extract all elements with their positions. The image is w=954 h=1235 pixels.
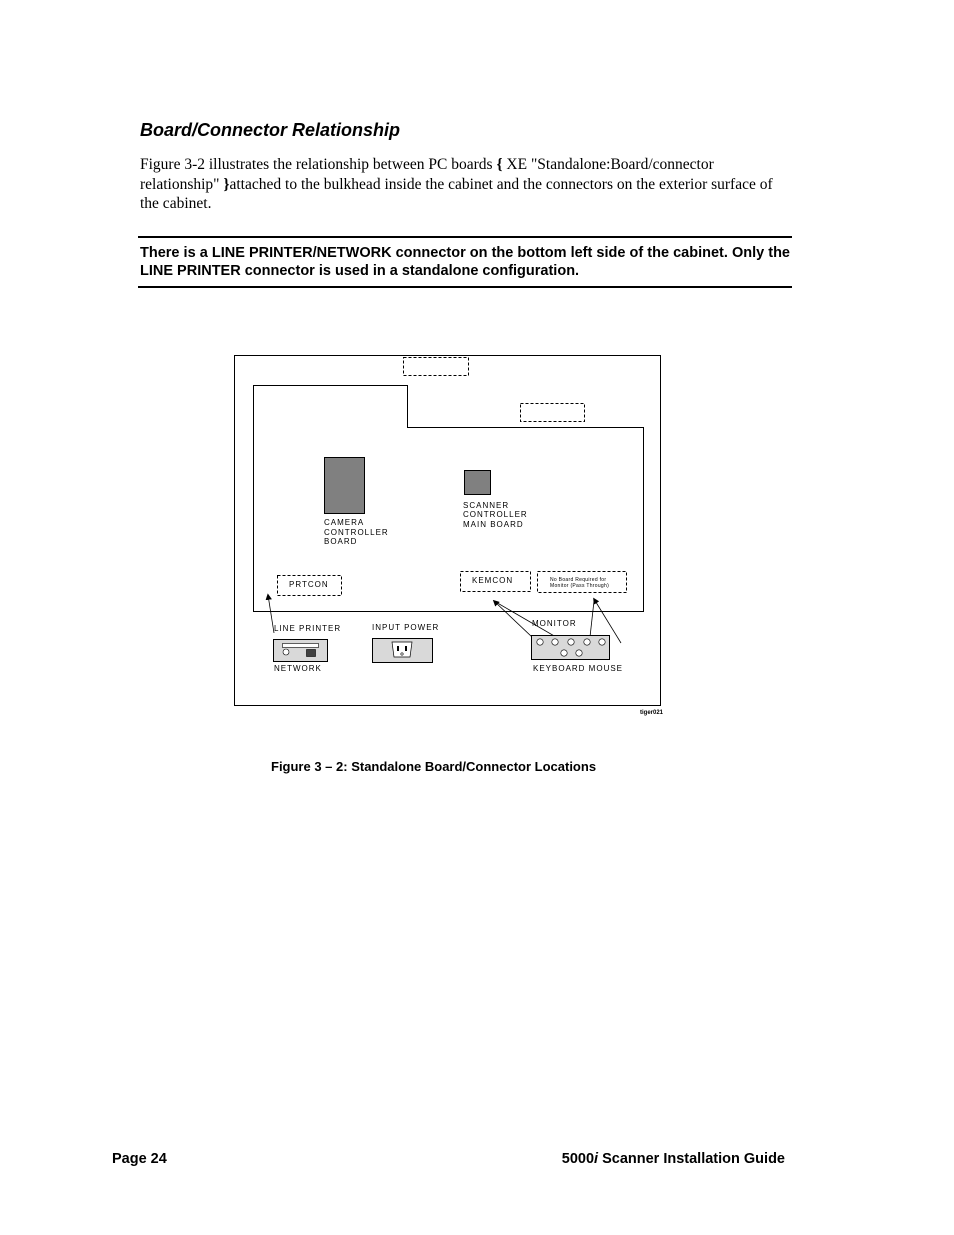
field-open-brace: { [496, 156, 503, 173]
prtcon-label: PRTCON [289, 580, 329, 589]
product-suffix: i [594, 1151, 599, 1167]
network-jack [307, 650, 316, 657]
figure-id: tiger021 [640, 710, 664, 716]
arrow-kemcon-left [494, 601, 532, 637]
dashed-slot-top [404, 358, 469, 376]
camera-controller-board [325, 458, 365, 514]
product-number: 5000 [561, 1151, 595, 1167]
panel-port [599, 639, 605, 645]
product-title-rest: Scanner Installation Guide [598, 1151, 785, 1167]
dashed-slot-right [521, 404, 585, 422]
panel-port [537, 639, 543, 645]
power-socket-outline [392, 642, 412, 657]
power-pin-left [397, 646, 399, 651]
panel-port [568, 639, 574, 645]
panel-port [584, 639, 590, 645]
body-paragraph [140, 155, 790, 214]
figure-caption: Figure 3 – 2: Standalone Board/Connector Locations [271, 759, 597, 774]
footer-product-title [562, 1151, 785, 1167]
line-printer-port-bar [283, 644, 319, 648]
camera-board-label-2: CONTROLLER [324, 528, 389, 537]
note-box [138, 236, 792, 288]
network-label: NETWORK [274, 664, 322, 673]
line-printer-screw [283, 649, 289, 655]
panel-port [552, 639, 558, 645]
line-printer-label: LINE PRINTER [274, 624, 342, 633]
scanner-board-label-3: MAIN BOARD [463, 520, 524, 529]
board-connector-diagram [234, 355, 661, 706]
arrow-monitor-left [590, 601, 594, 637]
note-text: There is a LINE PRINTER/NETWORK connector on the bottom left side of the cabinet. Only the LINE PRINTER connector is used in a standalone configuration. [140, 245, 790, 279]
pass-through-label-2: Monitor (Pass Through) [550, 583, 610, 589]
para-text-1: Figure 3-2 illustrates the relationship between PC boards [140, 156, 497, 173]
line-printer-connector [274, 640, 328, 662]
keyboard-port [561, 650, 567, 656]
section-heading: Board/Connector Relationship [140, 120, 401, 140]
keyboard-mouse-label: KEYBOARD MOUSE [533, 664, 624, 673]
para-text-2: attached to the bulkhead inside the cabinet and the connectors on the exterior surface of the cabinet. [140, 175, 773, 212]
scanner-board-label-2: CONTROLLER [463, 510, 528, 519]
mouse-port [576, 650, 582, 656]
pass-through-label-1: No Board Required for [550, 577, 607, 583]
input-power-label: INPUT POWER [372, 623, 440, 632]
monitor-label: MONITOR [532, 619, 577, 628]
index-field-code: XE "Standalone:Board/connector relationship" [140, 156, 714, 193]
camera-board-label-3: BOARD [324, 537, 358, 546]
kemcon-label: KEMCON [472, 576, 514, 585]
field-close-brace: } [223, 175, 230, 193]
camera-board-label-1: CAMERA [324, 518, 365, 527]
power-pin-right [405, 646, 407, 651]
scanner-board-label-1: SCANNER [463, 501, 510, 510]
scanner-controller-board [465, 471, 491, 495]
footer-page-number: Page 24 [112, 1151, 167, 1167]
